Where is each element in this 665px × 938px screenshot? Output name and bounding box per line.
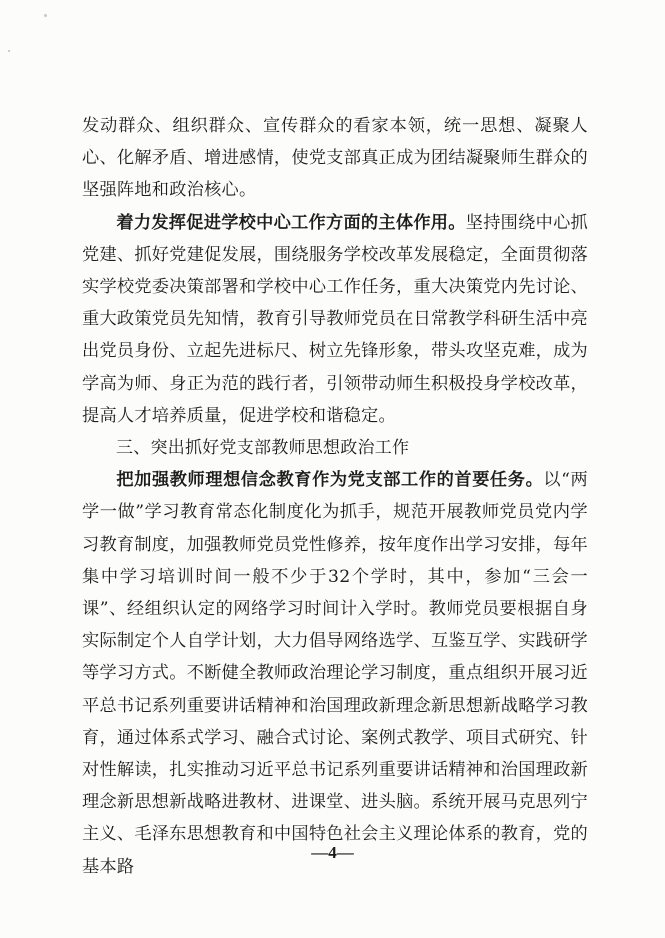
scan-speck <box>44 14 47 17</box>
paragraph-continuation <box>82 110 588 207</box>
page-number: —4— <box>311 843 354 862</box>
paragraph-ideals-education <box>82 464 588 883</box>
section-heading: 三、突出抓好党支部教师思想政治工作 <box>116 438 410 459</box>
paragraph-text: 坚持围绕中心抓党建、抓好党建促发展，围绕服务学校改革发展稳定，全面贯彻落实学校党委决策部署和学校中心工作任务，重大决策党内先讨论、重大政策党员先知情，教育引导教师党员在日常教学科研生活中亮出党员身份、立起先进标尺、树立先锋形象，带头攻坚克难，成为学高为师、身正为范的践行者，引领带动师生积极投身学校改革，提高人才培养质量，促进学校和谐稳定。 <box>82 212 588 426</box>
paragraph-main-role <box>82 207 588 432</box>
paragraph-text: 以“两学一做”学习教育常态化制度化为抓手，规范开展教师党员党内学习教育制度，加强教师党员党性修养，按年度作出学习安排，每年集中学习培训时间一般不少于32个学时，其中，参加“三会一课”、经组织认定的网络学习时间计入学时。教师党员要根据自身实际制定个人自学计划，大力倡导网络选学、互鉴互学、实践研学等学习方式。不断健全教师政治理论学习制度，重点组织开展习近平总书记系列重要讲话精神和治国理政新理念新思想新战略学习教育，通过体系式学习、融合式讨论、案例式教学、项目式研究、针对性解读，扎实推动习近平总书记系列重要讲话精神和治国理政新理念新思想新战略进教材、进课堂、进头脑。系统开展马克思列宁主义、毛泽东思想教育和中国特色社会主义理论体系的教育，党的基本路 <box>82 470 588 877</box>
paragraph-text: 发动群众、组织群众、宣传群众的看家本领，统一思想、凝聚人心、化解矛盾、增进感情，使党支部真正成为团结凝聚师生群众的坚强阵地和政治核心。 <box>82 116 588 201</box>
paragraph-lead: 着力发挥促进学校中心工作方面的主体作用。 <box>116 212 466 233</box>
paragraph-lead: 把加强教师理想信念教育作为党支部工作的首要任务。 <box>116 470 544 491</box>
body-text <box>82 110 588 883</box>
scan-speck <box>8 50 10 52</box>
